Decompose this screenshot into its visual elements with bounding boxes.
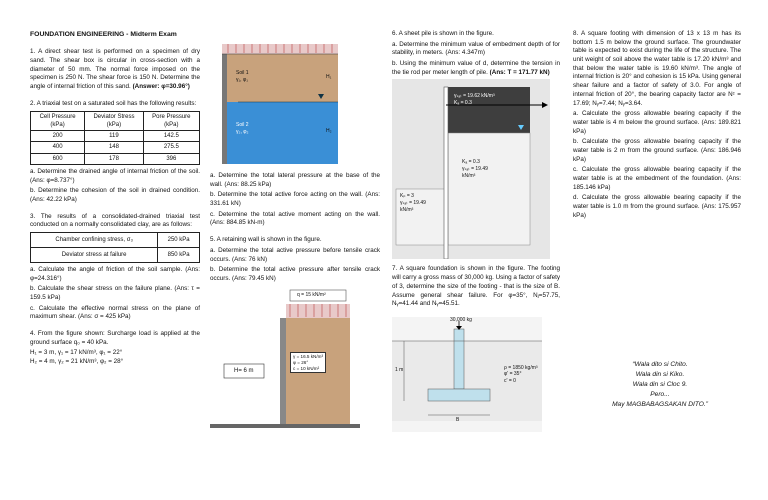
- q7-b-label: B: [456, 416, 460, 423]
- q7-friction-angle: φ' = 35°: [504, 371, 522, 378]
- q5-part-b: b. Determine the total active pressure after tensile crack occurs. (Ans: 79.45 kN): [210, 266, 380, 282]
- q7-text: 7. A square foundation is shown in the figure. The footing will carry a gross mass of 30,000 kg. Using a factor of safety of 3, determine the size of the footing - that is the size of B. Assume general shear failure. For φ=35°, Nⱼ=57.75, Nᵧ=41.44 and Nᵧ=45.51.: [392, 265, 560, 308]
- q4-figure-drawing: [218, 36, 342, 164]
- table-header-cell: Deviator Stress (kPa): [85, 111, 144, 131]
- column-2: [210, 36, 380, 428]
- column-3: [392, 30, 560, 432]
- q6-bot-gamma: γₛₐₜ = 19.49: [400, 200, 426, 207]
- table-cell: 119: [85, 131, 144, 142]
- q5-friction-angle: φ = 26°: [293, 359, 309, 365]
- h2-label: H₂: [326, 128, 332, 134]
- table-cell: 178: [85, 153, 144, 164]
- soil-1-label: Soil 1: [236, 70, 249, 76]
- surcharge-band: [286, 304, 350, 318]
- q6-mid-unit: kN/m³: [462, 173, 476, 180]
- q8-part-d: d. Calculate the gross allowable bearing capacity if the water table is 1.0 m from the ground surface. (Ans: 175.957 kPa): [573, 194, 741, 219]
- q5-part-a: a. Determine the total active pressure before tensile crack occurs. (Ans: 76 kN): [210, 246, 380, 263]
- table-header-cell: Cell Pressure (kPa): [31, 111, 85, 131]
- q3-part-b: b. Calculate the shear stress on the failure plane. (Ans: τ = 159.5 kPa): [30, 285, 200, 302]
- table-cell: 200: [31, 131, 85, 142]
- footing-base: [428, 389, 490, 401]
- q8-part-b: b. Calculate the gross allowable bearing capacity if the water table is 2 m from the ground surface. (Ans: 186.946 kPa): [573, 138, 741, 163]
- soil-2-props: γ₂, φ₂: [236, 129, 249, 135]
- q5-figure: [210, 286, 360, 428]
- q5-height-label: H= 6 m: [234, 367, 254, 374]
- q5-figure-drawing: [210, 286, 360, 428]
- table-row: [31, 232, 200, 247]
- quote-line: Wala din si Cloc 9.: [632, 380, 688, 388]
- q2-part-b: b. Determine the cohesion of the soil in drained condition. (Ans: 42.22 kPa): [30, 187, 200, 203]
- table-header-row: [31, 111, 200, 131]
- q4-figure: [218, 36, 342, 164]
- q4-part-b: b. Determine the total active force acting on the wall. (Ans: 331.61 kN): [210, 191, 380, 208]
- q1-text: 1. A direct shear test is performed on a specimen of dry sand. The shear box is circular in cross-section with a diameter of 50 mm. The normal force imposed on the specimen is 250 N. The shear force is 150 N. Determine the angle of internal friction of this sand. (Answer: φ=30.96°): [30, 48, 200, 91]
- column-1: [30, 30, 200, 367]
- table-row: [31, 131, 200, 142]
- q7-figure: [392, 317, 542, 432]
- table-row: [31, 153, 200, 164]
- q1-answer: (Answer: φ=30.96°): [132, 83, 190, 91]
- q5-text: 5. A retaining wall is shown in the figure.: [210, 236, 322, 244]
- q5-soil-props: [290, 352, 326, 374]
- q8-part-a: a. Calculate the gross allowable bearing capacity if the water table is 4 m below the ground surface. (Ans: 189.821 kPa): [573, 110, 741, 135]
- table-cell: 400: [31, 142, 85, 153]
- q6-text: 6. A sheet pile is shown in the figure.: [392, 30, 494, 37]
- q7-cohesion: c' = 0: [504, 377, 516, 384]
- q6-part-a: a. Determine the minimum value of embedment depth of for stability, in meters. (Ans: 4.347m): [392, 40, 560, 57]
- q2-table: [30, 111, 200, 165]
- closing-quote: [590, 360, 730, 409]
- q8-part-c: c. Calculate the gross allowable bearing capacity if the water table is at the embedment of the foundation. (Ans: 185.146 kPa): [573, 166, 741, 191]
- q7-soil-props: [504, 365, 538, 385]
- table-cell: 600: [31, 153, 85, 164]
- table-row: [31, 142, 200, 153]
- q4-text: 4. From the figure shown: Surcharge load is applied at the ground surface q₀ = 40 kPa.: [30, 330, 200, 346]
- q6-bot-kp: Kₚ = 3: [400, 193, 414, 200]
- right-soil-layer: [448, 133, 530, 245]
- q6-part-b: b. Using the minimum value of d, determine the tension in the tie rod per meter length of pile. (Ans: T = 171.77 kN): [392, 60, 560, 76]
- q5-unit-weight: γ = 16.5 kN/m³: [293, 353, 323, 359]
- retaining-wall: [222, 54, 227, 164]
- q6-top-ka: Kₐ = 0.3: [454, 100, 472, 107]
- q4-layer-2: H₂ = 4 m, γ₂ = 21 kN/m³, φ₂ = 28°: [30, 358, 124, 366]
- quote-line: Wala din si Kiko.: [635, 370, 685, 378]
- q7-load-label: 30,000 kg: [450, 316, 472, 323]
- soil-2-label: Soil 2: [236, 122, 249, 128]
- q6-mid-ka: Kₐ = 0.3: [462, 159, 480, 166]
- q3-table: [30, 232, 200, 263]
- table-cell: 396: [143, 153, 199, 164]
- column-4: [573, 30, 741, 222]
- q3-intro: 3. The results of a consolidated-drained triaxial test conducted on a normally consolidated clay, are as follows:: [30, 212, 200, 229]
- table-cell: Chamber confining stress, σ₃: [31, 232, 158, 247]
- q6-answer: (Ans: T = 171.77 kN): [489, 68, 550, 76]
- q2-part-a: a. Determine the drained angle of internal friction of the soil. (Ans: φ=8.737°): [30, 167, 200, 184]
- q6-bot-unit: kN/m³: [400, 207, 414, 214]
- table-cell: 250 kPa: [158, 232, 200, 247]
- q6-top-gamma: γₛₐₜ = 19.62 kN/m³: [454, 93, 495, 100]
- q6-figure: [392, 79, 550, 259]
- table-cell: 275.5: [143, 142, 199, 153]
- table-cell: Deviator stress at failure: [31, 247, 158, 262]
- q5-cohesion: c = 10 kN/m²: [293, 365, 320, 371]
- table-row: [31, 247, 200, 262]
- surcharge-band: [222, 44, 338, 54]
- q8-text: 8. A square footing with dimension of 13 x 13 m has its bottom 1.5 m below the ground surface. The groundwater table is expected to exist during the life of the structure. The unit weight of soil above the water table is 17.20 kN/m³ and that below the water table is 19.60 kN/m³. The angle of internal friction is 20° and cohesion is 15 kPa. Using general shear failure and a factor of safety of 3.0. For angle of internal friction of 20°, the bearing capacity factor are Nᶜ = 17.69; Nᵧ=7.44; Nᵧ=3.64.: [573, 30, 741, 107]
- retaining-wall: [280, 318, 286, 424]
- quote-line: May MAGBABAGSAKAN DITO.”: [612, 400, 708, 408]
- quote-line: “Wala dito si Chito.: [632, 361, 688, 368]
- q4-part-a: a. Determine the total lateral pressure at the base of the wall. (Ans: 88.25 kPa): [210, 172, 380, 188]
- q2-intro: 2. A triaxial test on a saturated soil has the following results:: [30, 99, 197, 107]
- table-cell: 148: [85, 142, 144, 153]
- q6-mid-gamma: γₛₐₜ = 19.49: [462, 166, 488, 173]
- q7-density: ρ = 1850 kg/m³: [504, 364, 538, 371]
- h1-label: H₁: [326, 74, 332, 80]
- table-cell: 142.5: [143, 131, 199, 142]
- exam-title: FOUNDATION ENGINEERING - Midterm Exam: [30, 31, 177, 38]
- quote-line: Pero...: [650, 390, 670, 398]
- soil-1-props: γ₁, φ₁: [236, 77, 248, 83]
- q7-depth-label: 1 m: [395, 366, 404, 373]
- q4-part-c: c. Determine the total active moment acting on the wall. (Ans: 884.85 kN-m): [210, 210, 380, 227]
- table-cell: 850 kPa: [158, 247, 200, 262]
- sheet-pile: [444, 87, 448, 259]
- table-header-cell: Pore Pressure (kPa): [143, 111, 199, 131]
- q5-surcharge-label: q = 15 kN/m²: [297, 291, 326, 298]
- q4-layer-1: H₁ = 3 m, γ₁ = 17 kN/m³, φ₁ = 22°: [30, 349, 123, 357]
- q3-part-a: a. Calculate the angle of friction of the soil sample. (Ans: φ=24.316°): [30, 265, 200, 282]
- q3-part-c: c. Calculate the effective normal stress on the plane of maximum shear. (Ans: σ = 425 kPa): [30, 304, 200, 321]
- footing-column: [454, 329, 464, 389]
